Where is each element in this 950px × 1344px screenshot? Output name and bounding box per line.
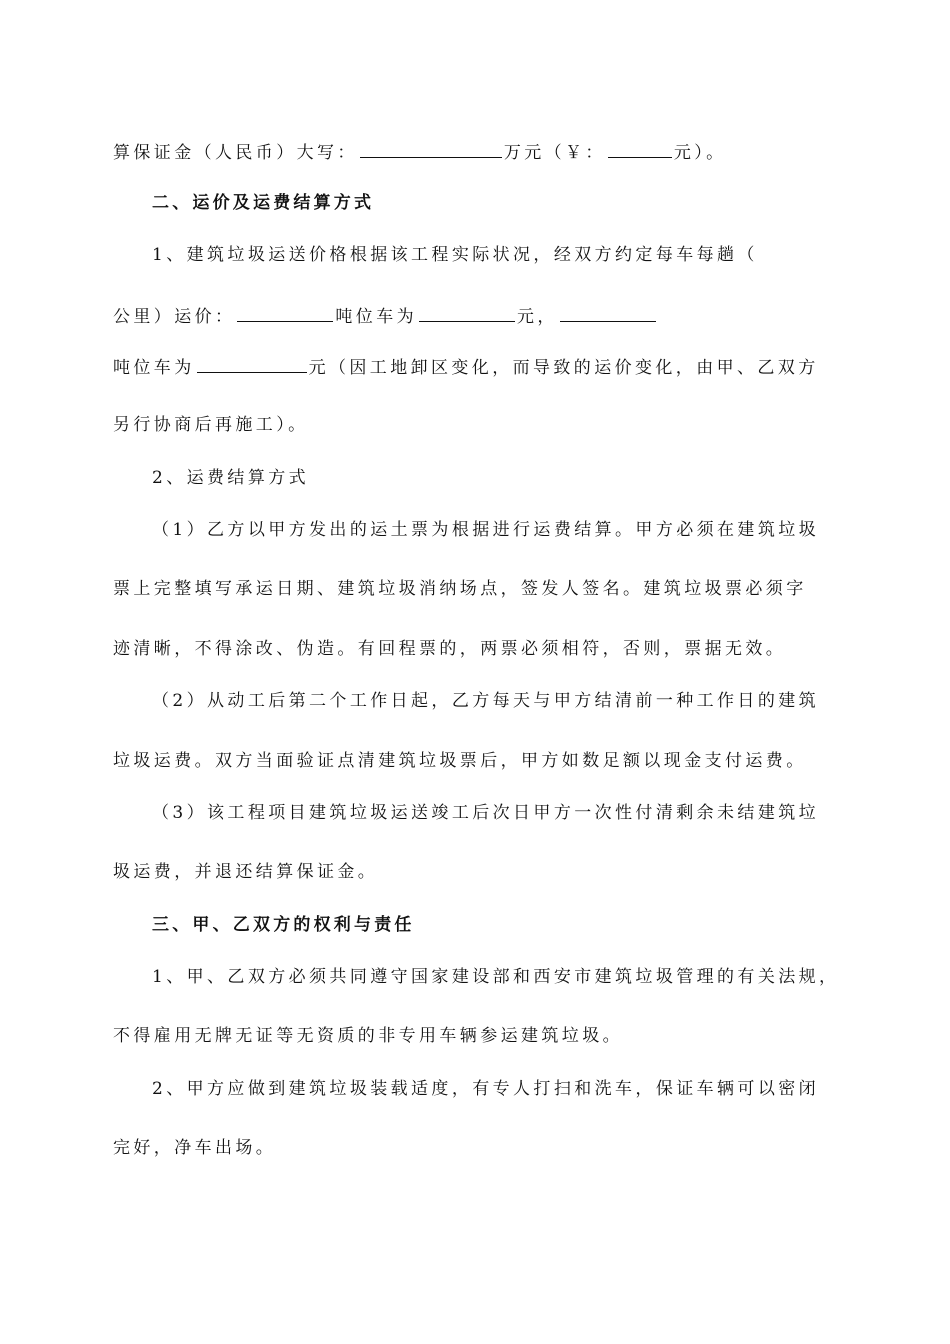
- sub1-line1: （1）乙方以甲方发出的运土票为根据进行运费结算。甲方必须在建筑垃圾: [152, 520, 820, 540]
- price-blank-1[interactable]: [419, 304, 515, 322]
- tonnage-blank-1[interactable]: [237, 304, 333, 322]
- item2-title: 2、运费结算方式: [152, 468, 310, 488]
- price-blank-2[interactable]: [197, 355, 307, 373]
- sub2-line1: （2）从动工后第二个工作日起，乙方每天与甲方结清前一种工作日的建筑: [152, 691, 820, 711]
- deposit-unit-label: 万元（￥：: [503, 143, 606, 163]
- item1-line4: 另行协商后再施工）。: [113, 415, 309, 435]
- price-unit-1: 元，: [517, 307, 558, 327]
- section-heading-3: 三、甲、乙双方的权利与责任: [152, 915, 415, 935]
- sub2-line2: 垃圾运费。双方当面验证点清建筑垃圾票后，甲方如数足额以现金支付运费。: [113, 751, 807, 771]
- price-label: 公里）运价：: [113, 307, 236, 327]
- price-note: 元（因工地卸区变化，而导致的运价变化，由甲、乙双方: [308, 358, 819, 378]
- right1-line1: 1、甲、乙双方必须共同遵守国家建设部和西安市建筑垃圾管理的有关法规，: [152, 967, 840, 987]
- deposit-amount-number-blank[interactable]: [608, 140, 672, 158]
- right2-line2: 完好，净车出场。: [113, 1138, 277, 1158]
- right2-line1: 2、甲方应做到建筑垃圾装载适度，有专人打扫和洗车，保证车辆可以密闭: [152, 1079, 820, 1099]
- item1-line1: 1、建筑垃圾运送价格根据该工程实际状况，经双方约定每车每趟（: [152, 245, 758, 265]
- sub1-line3: 迹清晰，不得涂改、伪造。有回程票的，两票必须相符，否则，票据无效。: [113, 639, 787, 659]
- deposit-label: 算保证金（人民币）大写：: [113, 143, 358, 163]
- section-heading-2: 二、运价及运费结算方式: [152, 193, 375, 213]
- right1-line2: 不得雇用无牌无证等无资质的非专用车辆参运建筑垃圾。: [113, 1026, 623, 1046]
- sub3-line2: 圾运费，并退还结算保证金。: [113, 862, 379, 882]
- deposit-amount-words-blank[interactable]: [360, 140, 502, 158]
- tonnage-label-1: 吨位车为: [335, 307, 418, 327]
- sub1-line2: 票上完整填写承运日期、建筑垃圾消纳场点，签发人签名。建筑垃圾票必须字: [113, 579, 807, 599]
- sub3-line1: （3）该工程项目建筑垃圾运送竣工后次日甲方一次性付清剩余未结建筑垃: [152, 803, 820, 823]
- tonnage-blank-2[interactable]: [560, 304, 656, 322]
- item1-line3: [113, 355, 819, 379]
- deposit-close-label: 元）。: [673, 143, 727, 163]
- tonnage-label-2: 吨位车为: [113, 358, 195, 378]
- deposit-line: [113, 140, 727, 164]
- item1-line2: [113, 304, 658, 328]
